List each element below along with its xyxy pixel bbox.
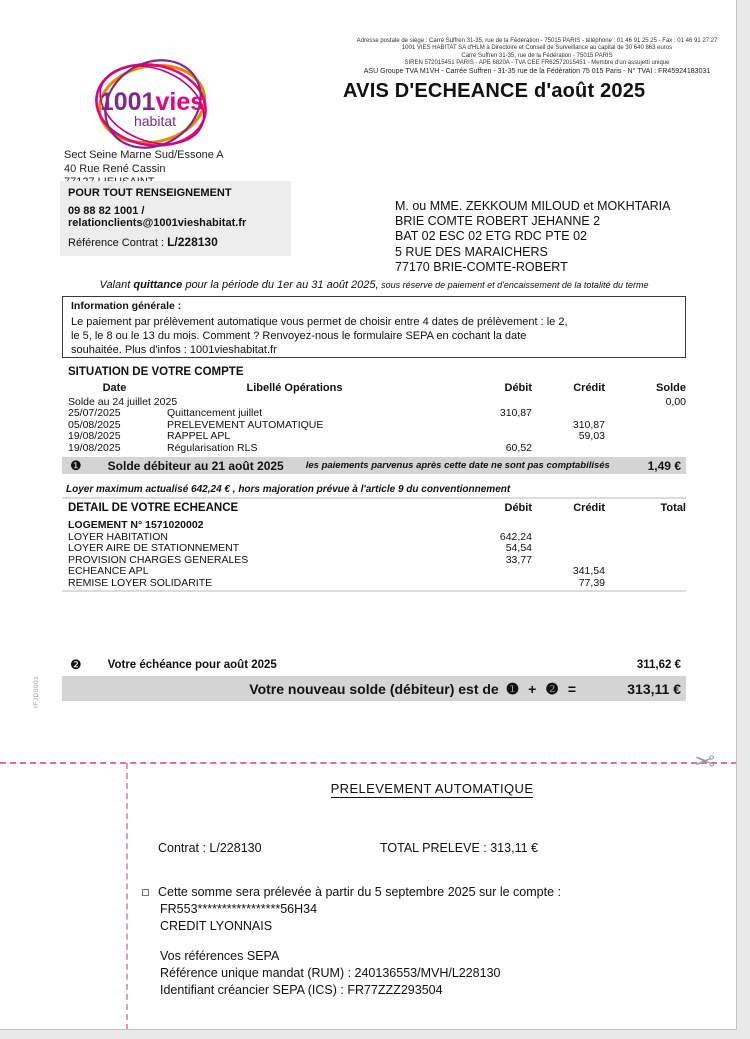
debit-notice-text: Cette somme sera prélevée à partir du 5 septembre 2025 sur le compte : xyxy=(158,885,561,899)
sender-line: Sect Seine Marne Sud/Essone A xyxy=(64,149,224,161)
checkbox-icon xyxy=(142,889,149,896)
cell-label: LOYER AIRE DE STATIONNEMENT xyxy=(68,542,240,555)
cell-label: PROVISION CHARGES GENERALES xyxy=(68,553,249,566)
col-header-total: Total xyxy=(660,502,686,514)
cell-date: 05/08/2025 xyxy=(68,418,121,431)
iban-value: FR553*****************56H34 xyxy=(160,902,318,916)
cell-label: ECHEANCE APL xyxy=(68,565,149,578)
cell-debit: 54,54 xyxy=(505,542,532,555)
account-situation-section xyxy=(62,366,686,454)
new-balance-amount: 313,11 € xyxy=(627,680,681,697)
circled-2-icon: ❷ xyxy=(545,680,559,698)
logo-text-1001: 1001 xyxy=(99,88,156,116)
contact-phone-email: 09 88 82 1001 / relationclients@1001vieshabitat.fr xyxy=(68,205,247,229)
cell-debit xyxy=(422,566,532,577)
cell-debit: 33,77 xyxy=(505,553,532,566)
logo-text-vies: vies xyxy=(155,88,205,116)
divider xyxy=(62,497,686,499)
bank-name: CREDIT LYONNAIS xyxy=(160,919,273,933)
slip-contract-label: Contrat : xyxy=(158,841,210,855)
cell-solde xyxy=(605,420,686,431)
cell-credit: 77,39 xyxy=(578,576,605,589)
recipient-address xyxy=(395,199,671,275)
company-header-line: ASU Groupe TVA M1VH - Carrée Suffren - 31-35 rue de la Fédération 75 015 Paris - N° TVAI : FR45924183031 xyxy=(363,67,711,75)
col-header-credit: Crédit xyxy=(573,502,605,514)
table-row xyxy=(62,578,686,589)
svg-text:1001vies xyxy=(100,88,204,116)
ics-value: FR77ZZZ293504 xyxy=(347,983,443,997)
cell-credit xyxy=(532,397,605,408)
cell-debit: 642,24 xyxy=(499,531,532,543)
col-header-credit: Crédit xyxy=(573,382,605,394)
cell-debit: 310,87 xyxy=(499,407,532,420)
company-header xyxy=(335,38,737,75)
cell-debit xyxy=(422,431,532,442)
circled-2-icon: ❷ xyxy=(70,657,82,672)
debit-balance-label: Solde débiteur au 21 août 2025 xyxy=(107,458,284,473)
cell-label: Quittancement juillet xyxy=(167,407,263,420)
divider xyxy=(62,590,686,592)
slip-total-value: 313,11 € xyxy=(490,841,538,855)
cell-debit xyxy=(422,578,532,589)
company-header-line: SIREN 572015451 PARIS - APE 6820A - TVA CEE FR62572015451 - Membre d'un assujetti unique xyxy=(404,60,670,67)
ics-line xyxy=(160,982,561,999)
section-title: DETAIL DE VOTRE ECHEANCE xyxy=(68,502,239,514)
cell-label: REMISE LOYER SOLIDARITE xyxy=(68,576,213,589)
recipient-line: 5 RUE DES MARAICHERS xyxy=(395,244,548,259)
slip-contract-field xyxy=(158,841,262,855)
cell-label: Régularisation RLS xyxy=(167,441,258,454)
info-box-title: Information générale : xyxy=(71,300,182,312)
cell-credit xyxy=(532,532,605,543)
cell-credit: 59,03 xyxy=(578,430,605,443)
max-rent-note: Loyer maximum actualisé 642,24 € , hors majoration prévue à l'article 9 du conventionnement xyxy=(66,484,511,495)
cell-total xyxy=(605,543,686,554)
slip-body xyxy=(142,884,561,999)
echeance-detail-section xyxy=(62,502,686,589)
cell-credit: 341,54 xyxy=(572,565,605,578)
cell-solde xyxy=(605,408,686,419)
slip-contract-value: L/228130 xyxy=(209,841,262,855)
table-row xyxy=(62,566,686,577)
quittance-line xyxy=(62,279,686,291)
cell-total xyxy=(605,555,686,566)
info-box xyxy=(62,296,686,358)
slip-total-label: TOTAL PRELEVE : xyxy=(380,841,491,855)
info-box-line: Le paiement par prélèvement automatique vous permet de choisir entre 4 dates de prélèvement : le 2, xyxy=(71,316,568,328)
scissors-icon: ✂ xyxy=(694,748,715,776)
quittance-part: Valant xyxy=(99,279,134,291)
slip-title xyxy=(127,781,737,796)
slip-title-text: PRELEVEMENT AUTOMATIQUE xyxy=(330,781,534,796)
col-header-label: Libellé Opérations xyxy=(246,382,343,394)
col-header-solde: Solde xyxy=(656,382,686,394)
cut-dashed-line xyxy=(0,762,737,764)
company-header-line: Adresse postale de siège : Carré Suffren 31-35, rue de la Fédération - 75015 PARIS - téléphone : 01 46 91 25 25 - Fax : 01 46 91 27 27 xyxy=(356,38,718,44)
rum-value: 240136553/MVH/L228130 xyxy=(354,966,501,980)
section-title: SITUATION DE VOTRE COMPTE xyxy=(68,366,244,378)
table-row xyxy=(62,443,686,454)
sender-line: 40 Rue René Cassin xyxy=(64,162,166,175)
slip-total-field xyxy=(380,841,538,855)
plus-sign: + xyxy=(528,680,537,697)
logo-1001vies-icon xyxy=(92,58,212,153)
cell-date: 19/08/2025 xyxy=(68,441,121,454)
contact-title: POUR TOUT RENSEIGNEMENT xyxy=(68,187,232,199)
cell-date: 19/08/2025 xyxy=(68,430,121,443)
new-balance-label: Votre nouveau solde (débiteur) est de xyxy=(249,680,499,697)
new-balance-bar xyxy=(62,676,686,701)
cell-total xyxy=(605,532,686,543)
lodging-number: LOGEMENT N° 1571020002 xyxy=(68,519,204,531)
col-header-debit: Débit xyxy=(504,502,532,514)
contract-ref-value: L/228130 xyxy=(167,235,218,249)
cell-debit: 60,52 xyxy=(505,441,532,454)
cell-solde xyxy=(605,431,686,442)
sepa-title: Vos références SEPA xyxy=(160,949,280,963)
cell-label: PRELEVEMENT AUTOMATIQUE xyxy=(167,418,324,431)
logo-text-habitat: habitat xyxy=(133,113,177,129)
cut-dashed-vline xyxy=(126,763,128,1030)
debit-balance-amount: 1,49 € xyxy=(647,458,681,473)
circled-1-icon: ❶ xyxy=(505,680,520,698)
quittance-part: sous réserve de paiement et d'encaissement de la totalité du terme xyxy=(378,280,649,290)
side-code: IFJD0001 xyxy=(33,675,40,708)
circled-1-icon: ❶ xyxy=(70,457,82,473)
recipient-line: BRIE COMTE ROBERT JEHANNE 2 xyxy=(395,214,601,229)
echeance-amount: 311,62 € xyxy=(636,659,681,671)
table-row xyxy=(62,397,686,408)
cell-date: 25/07/2025 xyxy=(68,407,121,420)
cell-label: RAPPEL APL xyxy=(167,430,231,443)
col-header-debit: Débit xyxy=(504,382,532,394)
echeance-label: Votre échéance pour août 2025 xyxy=(107,659,277,671)
contract-reference xyxy=(68,235,283,249)
table-header-row xyxy=(62,382,686,394)
ics-label: Identifiant créancier SEPA (ICS) : xyxy=(160,983,348,997)
recipient-line: BAT 02 ESC 02 ETG RDC PTE 02 xyxy=(395,229,587,244)
cell-debit xyxy=(422,420,532,431)
info-box-line: souhaitée. Plus d'infos : 1001vieshabitat.fr xyxy=(71,344,277,357)
rum-label: Référence unique mandat (RUM) : xyxy=(160,966,355,980)
debit-balance-note: les paiements parvenus après cette date ne sont pas comptabilisés xyxy=(305,460,610,471)
equals-sign: = xyxy=(567,680,576,697)
echeance-total-row xyxy=(62,657,686,673)
info-box-line: le 5, le 8 ou le 13 du mois. Comment ? Renvoyez-nous le formulaire SEPA en cochant la date xyxy=(71,330,527,343)
sepa-references xyxy=(160,948,561,999)
contract-ref-label: Référence Contrat : xyxy=(68,237,168,249)
recipient-line: M. ou MME. ZEKKOUM MILOUD et MOKHTARIA xyxy=(395,199,671,213)
cell-label: LOYER HABITATION xyxy=(68,531,168,543)
cell-solde: 0,00 xyxy=(665,396,686,408)
cell-credit xyxy=(532,543,605,554)
rum-line xyxy=(160,965,561,982)
col-header-date: Date xyxy=(102,382,127,394)
debit-notice-line xyxy=(142,884,561,901)
cell-label: Solde au 24 juillet 2025 xyxy=(68,396,178,408)
table-header-row xyxy=(62,502,686,514)
cell-total xyxy=(605,578,686,589)
doc-title: AVIS D'ECHEANCE d'août 2025 xyxy=(343,80,646,102)
table-row xyxy=(62,431,686,442)
cell-total xyxy=(605,566,686,577)
debit-balance-bar xyxy=(62,457,686,474)
company-header-line: Carré Suffren 31-35, rue de la Fédération - 75015 PARIS xyxy=(461,52,613,59)
quittance-part: quittance xyxy=(133,279,183,291)
recipient-line: 77170 BRIE-COMTE-ROBERT xyxy=(395,259,568,274)
cell-solde xyxy=(605,443,686,454)
contact-box xyxy=(60,181,291,256)
cell-credit xyxy=(532,443,605,454)
quittance-part: pour la période du 1er au 31 août 2025, xyxy=(182,279,379,291)
cell-credit: 310,87 xyxy=(572,418,605,431)
company-header-line: 1001 VIES HABITAT SA d'HLM à Directoire et Conseil de Surveillance au capital de 30 640 863 euros xyxy=(401,45,673,52)
